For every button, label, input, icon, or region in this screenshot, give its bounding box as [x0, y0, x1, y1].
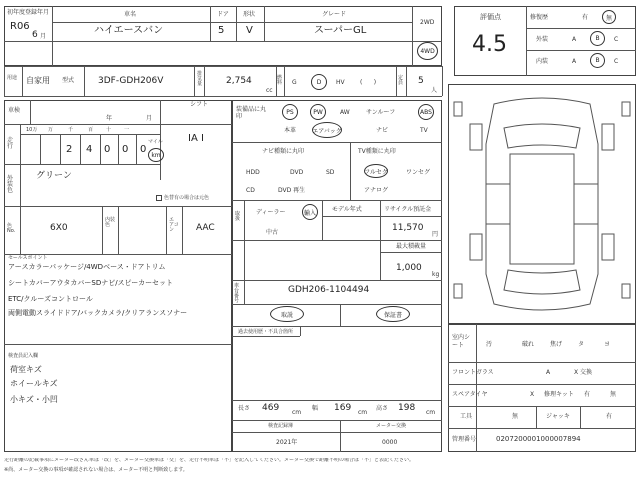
chassis-value: GDH206-1104494 — [288, 285, 370, 295]
footer-line-2: ※尚、メーター交換の事項が確認されない場合は、メーター不明と判断致します。 — [4, 467, 188, 473]
vehicle-diagram — [448, 84, 636, 324]
inspect-month-label: 月 — [146, 115, 153, 122]
capacity-label: 定員 — [398, 75, 404, 86]
repair-opt-yes: 有 — [582, 14, 589, 21]
odometer-swap-label: メーター交換 — [376, 423, 407, 429]
spare-opt-2: 有 — [584, 391, 591, 398]
windshield-opt-a: A — [546, 369, 551, 376]
windshield-opt-x: X 交換 — [574, 369, 593, 376]
reg-date-label: 初年度登録年月 — [7, 9, 50, 16]
ac-value: AAC — [196, 223, 215, 233]
width-label: 幅 — [312, 405, 319, 412]
height-label: 高さ — [376, 405, 389, 412]
ac-label: エアコン — [169, 217, 179, 233]
interior-opt-a: A — [572, 58, 577, 65]
length-unit: cm — [292, 409, 302, 416]
cc-label: cc — [266, 87, 273, 94]
dealer-opt-label: ディーラー — [256, 209, 286, 216]
height-value: 198 — [398, 403, 416, 413]
car-name-label: 車名 — [124, 11, 137, 18]
navi-cd: CD — [246, 187, 255, 194]
grade-label: グレード — [322, 11, 347, 18]
equip-abs: ABS — [418, 104, 434, 120]
note-line-1: ホイールキズ — [10, 379, 58, 388]
max-load-value: 1,000 — [396, 263, 422, 273]
mileage-heading-1: 万 — [48, 127, 54, 133]
spare-opt-0: X — [530, 391, 535, 398]
inspection-record-value: 2021年 — [276, 439, 298, 446]
seat-opt-1: 破れ — [522, 341, 535, 348]
capacity-value: 5 — [418, 76, 424, 86]
mileage-digit-2: 0 — [104, 144, 111, 155]
width-unit: cm — [358, 409, 368, 416]
equip-aw: AW — [340, 109, 350, 116]
mileage-digit-3: 0 — [122, 144, 129, 155]
recycle-yen: 円 — [432, 231, 439, 238]
option-line-3: 両側電動スライドドア/バックカメラ/クリアランスソナー — [8, 309, 188, 317]
shift-label: シフト — [190, 101, 209, 108]
notes-label: 検査員記入欄 — [8, 353, 39, 359]
capacity-unit: 人 — [431, 87, 438, 94]
model-year-label: モデル年式 — [332, 206, 362, 213]
tools-value: 無 — [512, 413, 519, 420]
odometer-swap-value: 0000 — [382, 439, 398, 446]
color-no-value: 6X0 — [50, 223, 68, 233]
seat-opt-4: ヨ — [604, 341, 611, 348]
max-load-unit: kg — [432, 271, 440, 278]
jack-value: 有 — [606, 413, 613, 420]
navi-dvd: DVD — [290, 169, 304, 176]
tv-fullseg: フルセグ — [364, 164, 388, 178]
chassis-label: 車台番号 — [234, 283, 240, 304]
fuel-d-circle: D — [311, 74, 327, 90]
windshield-label: フロントガラス — [452, 369, 494, 376]
fourwd-mark: 4WD — [417, 42, 438, 60]
interior-label: 内装 — [536, 58, 549, 65]
color-value: グリーン — [36, 171, 72, 181]
height-unit: cm — [426, 409, 436, 416]
equip-pw: PW — [310, 104, 326, 120]
length-value: 469 — [262, 403, 280, 413]
inspect-label: 車検 — [8, 107, 21, 114]
fuel-paren: ( ) — [360, 79, 377, 86]
manual-circle: 取説 — [270, 306, 304, 322]
repair-label: 修復歴 — [530, 14, 549, 21]
spare-opt-3: 無 — [610, 391, 617, 398]
navi-type-label: ナビ種類に丸印 — [262, 148, 305, 155]
mileage-heading-5: 一 — [124, 127, 130, 133]
equip-sunroof: サンルーフ — [366, 109, 396, 116]
seat-opt-3: タ — [578, 341, 585, 348]
equipment-label: 装備品に丸印 — [236, 106, 267, 121]
option-line-1: シートカバーアウタカバーSDナビ/スピーカーセット — [8, 279, 174, 287]
mileage-mile-label: マイル — [148, 139, 163, 145]
spare-tire-label: スペアタイヤ — [452, 391, 488, 398]
length-label: 長さ — [238, 405, 251, 412]
mileage-heading-2: 千 — [68, 127, 74, 133]
mileage-digit-1: 4 — [86, 144, 93, 155]
displacement-label: 排気量 — [197, 71, 203, 87]
reg-year: R06 — [10, 21, 30, 32]
mgmt-value: 0207200001000007894 — [496, 435, 581, 443]
shift-value: IA I — [188, 133, 204, 144]
navi-dvd-play: DVD 再生 — [278, 187, 306, 194]
spare-opt-1: 修理キット — [544, 391, 574, 398]
option-line-2: ETC/クルーズコントロール — [8, 295, 93, 303]
exterior-label: 外装 — [536, 36, 549, 43]
dealer-used: 中古 — [266, 229, 279, 236]
option-line-0: アースカラーパッケージ/4WDベース・ドアトリム — [8, 263, 166, 271]
interior-color-label: 内装色 — [105, 217, 116, 228]
color-change-note: 色替有の場合は元色 — [164, 195, 210, 201]
equip-tv: TV — [420, 127, 428, 134]
interior-seat-label: 室内シート — [452, 334, 471, 350]
grade-value: スーパーGL — [314, 25, 367, 36]
equip-airbag: エアバッグ — [312, 122, 342, 138]
jack-label: ジャッキ — [546, 413, 570, 420]
reg-month-suffix: 月 — [40, 33, 47, 40]
navi-hdd: HDD — [246, 169, 260, 176]
doors-label: ドア — [217, 11, 229, 18]
model-value: 3DF-GDH206V — [98, 76, 164, 86]
tv-analog: アナログ — [364, 187, 389, 194]
mgmt-label: 管理番号 — [452, 436, 477, 443]
footer-line-1: 走行距離の記載事項にメーター改ざん車は「改」を、メーター交換車は「交」を、走行不明車は「不」を記入してください。メーター交換で距離不明の場合は「不」と表記ください。 — [4, 458, 415, 463]
tv-type-label: TV種類に丸印 — [358, 148, 396, 155]
width-value: 169 — [334, 403, 352, 413]
mileage-label: 走行 — [7, 137, 14, 150]
seat-opt-0: 汚 — [486, 341, 493, 348]
color-change-checkbox — [156, 195, 162, 201]
dealer-label: 取扱 — [235, 211, 241, 222]
mileage-digit-4: 0 — [140, 144, 147, 155]
mileage-km-circle: km — [148, 148, 164, 162]
history-label: 過去使用歴・不具合箇所 — [238, 329, 294, 335]
inspect-year-label: 年 — [106, 115, 113, 122]
score-value: 4.5 — [472, 32, 507, 57]
navi-sd: SD — [326, 169, 335, 176]
doors-value: 5 — [218, 25, 225, 36]
equip-leather: 本革 — [284, 127, 297, 134]
score-label: 評価点 — [480, 13, 501, 21]
warranty-circle: 保証書 — [376, 306, 410, 322]
mileage-digit-0: 2 — [66, 144, 73, 155]
mileage-heading-3: 百 — [88, 127, 94, 133]
car-name: ハイエースバン — [94, 25, 164, 36]
shape-label: 形状 — [243, 11, 256, 18]
inspection-record-label: 検査記録簿 — [268, 423, 294, 429]
usage-label: 用途 — [7, 75, 18, 81]
interior-opt-c: C — [614, 58, 619, 65]
twowd-label: 2WD — [420, 19, 435, 26]
color-label: 外装色 — [7, 175, 14, 194]
tv-oneseg: ワンセグ — [406, 169, 431, 176]
max-load-label: 最大積載量 — [396, 243, 427, 250]
note-line-2: 小キズ・小凹 — [10, 395, 58, 404]
fuel-hv: HV — [336, 79, 345, 86]
note-line-0: 荷室キズ — [10, 365, 42, 374]
equip-navi: ナビ — [376, 127, 389, 134]
dealer-import-circle: 輸入 — [302, 204, 318, 220]
options-label: セールスポイント — [8, 255, 48, 261]
fuel-label: 燃料 — [277, 75, 283, 86]
reg-month: 6 — [32, 30, 38, 40]
repair-opt-no-circle: 無 — [602, 10, 616, 24]
mileage-heading-4: 十 — [106, 127, 112, 133]
seat-opt-2: 焦げ — [550, 341, 563, 348]
mileage-heading-0: 10万 — [26, 127, 38, 133]
exterior-opt-b-circle: B — [590, 31, 605, 46]
exterior-opt-a: A — [572, 36, 577, 43]
recycle-value: 11,570 — [392, 223, 424, 233]
exterior-opt-c: C — [614, 36, 619, 43]
interior-opt-b-circle: B — [590, 53, 605, 68]
shape-value: V — [246, 25, 253, 36]
equip-ps: PS — [282, 104, 298, 120]
tools-label: 工具 — [460, 413, 473, 420]
displacement-value: 2,754 — [226, 76, 252, 86]
usage-value: 自家用 — [26, 76, 50, 85]
model-label: 型式 — [62, 77, 75, 84]
color-no-label: 色No. — [7, 223, 16, 234]
fuel-g: G — [292, 79, 297, 86]
recycle-label: リサイクル預託金 — [384, 206, 432, 213]
